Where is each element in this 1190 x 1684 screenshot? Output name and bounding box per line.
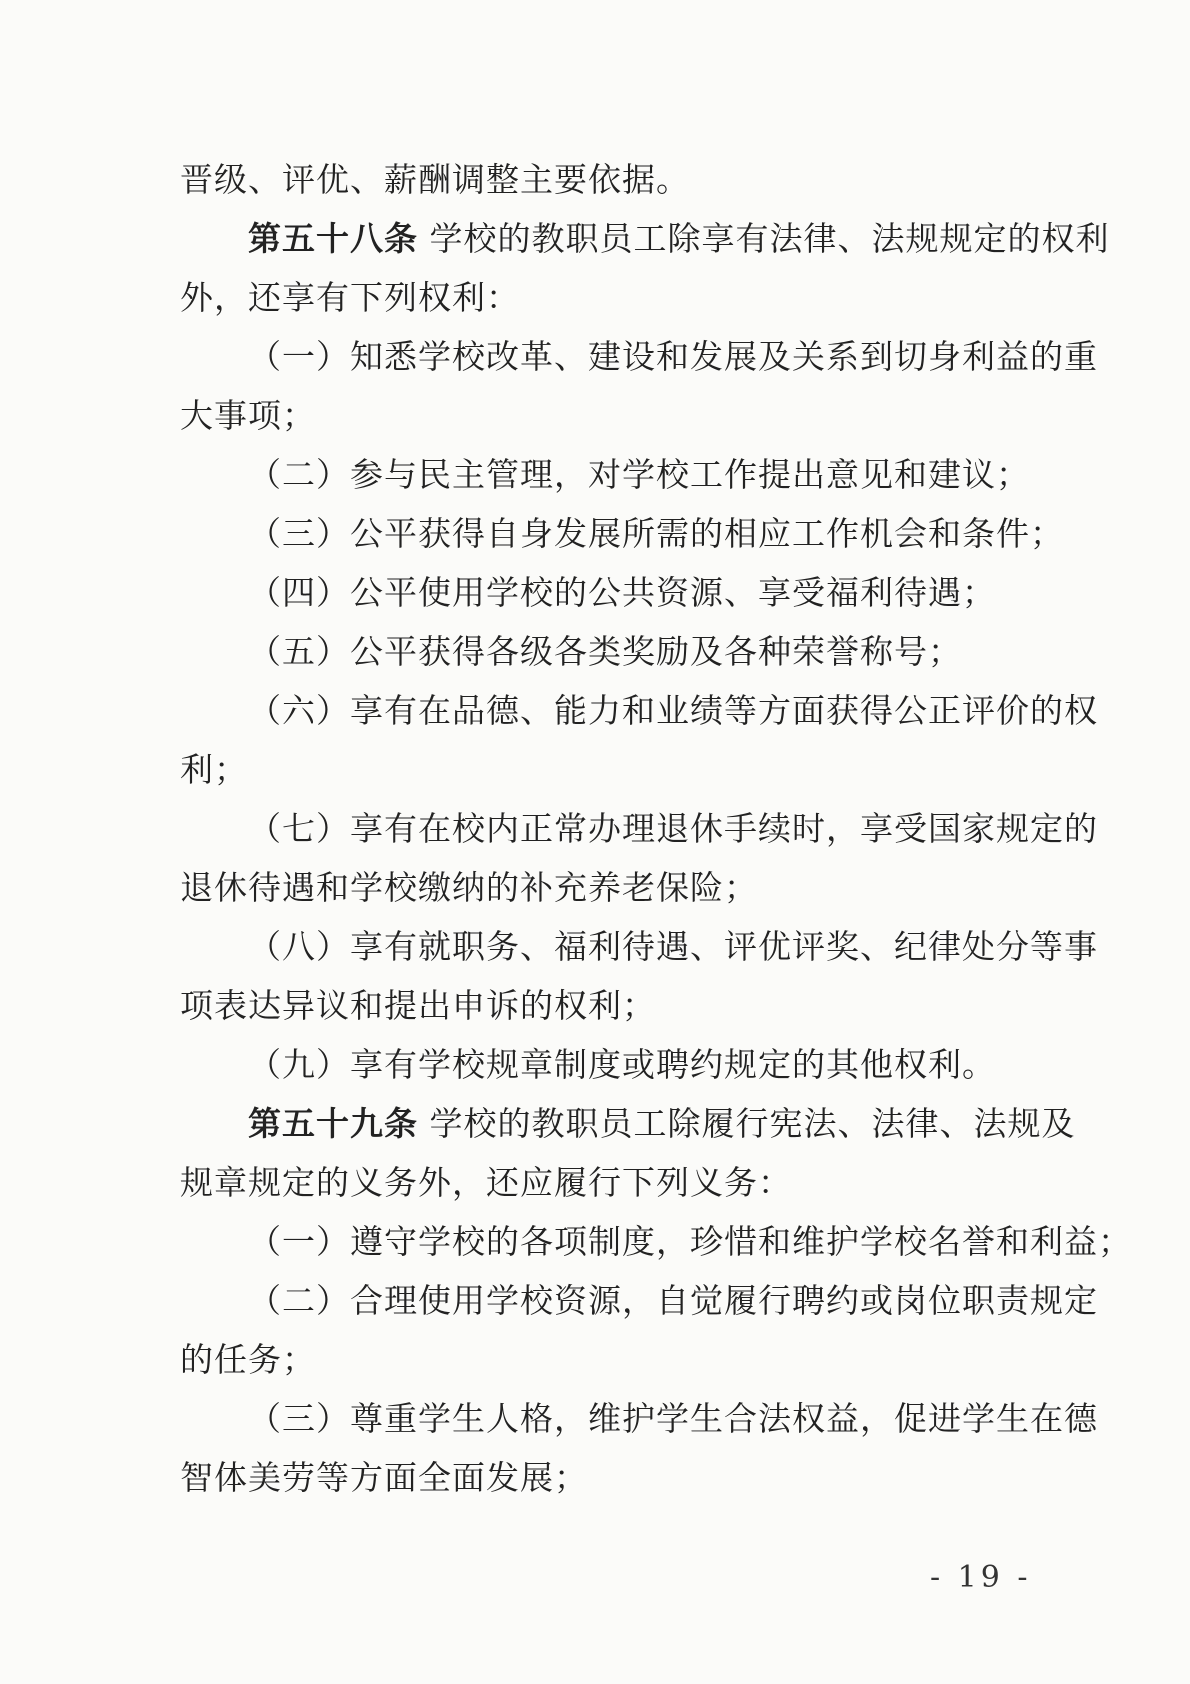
- document-body: [180, 150, 1132, 1507]
- article-number: 第五十八条: [248, 219, 418, 258]
- paragraph-first-line: [180, 1212, 1132, 1271]
- paragraph-first-line: [180, 327, 1098, 386]
- paragraph-first-line: [180, 1035, 1010, 1094]
- line-text: （一）遵守学校的各项制度，珍惜和维护学校名誉和利益；: [248, 1222, 1132, 1261]
- line-text: 智体美劳等方面全面发展；: [180, 1458, 588, 1497]
- line-text: （五）公平获得各级各类奖励及各种荣誉称号；: [248, 632, 962, 671]
- paragraph-first-line: [180, 1094, 1076, 1153]
- paragraph-continuation-line: [180, 268, 1010, 327]
- paragraph-continuation-line: [180, 386, 1010, 445]
- paragraph-first-line: [180, 504, 1064, 563]
- paragraph-continuation-line: [180, 740, 1010, 799]
- line-text: 大事项；: [180, 396, 316, 435]
- paragraph-continuation-line: [180, 976, 1010, 1035]
- paragraph-first-line: [180, 1389, 1098, 1448]
- article-number: 第五十九条: [248, 1104, 418, 1143]
- paragraph-first-line: [180, 1271, 1098, 1330]
- line-text: 的任务；: [180, 1340, 316, 1379]
- line-text: （一）知悉学校改革、建设和发展及关系到切身利益的重: [248, 337, 1098, 376]
- line-text: （四）公平使用学校的公共资源、享受福利待遇；: [248, 573, 996, 612]
- paragraph-first-line: [180, 209, 1110, 268]
- line-text: （三）公平获得自身发展所需的相应工作机会和条件；: [248, 514, 1064, 553]
- paragraph-first-line: [180, 563, 1010, 622]
- line-text: 项表达异议和提出申诉的权利；: [180, 986, 656, 1025]
- paragraph-continuation-line: [180, 1330, 1010, 1389]
- page-number: - 19 -: [930, 1560, 1032, 1595]
- line-text: （二）参与民主管理，对学校工作提出意见和建议；: [248, 455, 1030, 494]
- line-text: 规章规定的义务外，还应履行下列义务：: [180, 1163, 792, 1202]
- line-text: 晋级、评优、薪酬调整主要依据。: [180, 160, 690, 199]
- line-text: （六）享有在品德、能力和业绩等方面获得公正评价的权: [248, 691, 1098, 730]
- line-text: （七）享有在校内正常办理退休手续时，享受国家规定的: [248, 809, 1098, 848]
- paragraph-continuation-line: [180, 1153, 1010, 1212]
- line-text: （三）尊重学生人格，维护学生合法权益，促进学生在德: [248, 1399, 1098, 1438]
- line-text: 外，还享有下列权利：: [180, 278, 520, 317]
- line-text: 学校的教职员工除履行宪法、法律、法规及: [429, 1104, 1076, 1143]
- paragraph-first-line: [180, 681, 1098, 740]
- line-text: （九）享有学校规章制度或聘约规定的其他权利。: [248, 1045, 996, 1084]
- paragraph-continuation-line: [180, 858, 1010, 917]
- paragraph-first-line: [180, 622, 1010, 681]
- paragraph-first-line: [180, 150, 1010, 209]
- line-text: 利；: [180, 750, 248, 789]
- line-text: 退休待遇和学校缴纳的补充养老保险；: [180, 868, 758, 907]
- paragraph-continuation-line: [180, 1448, 1010, 1507]
- line-text: （二）合理使用学校资源，自觉履行聘约或岗位职责规定: [248, 1281, 1098, 1320]
- line-text: 学校的教职员工除享有法律、法规规定的权利: [429, 219, 1110, 258]
- paragraph-first-line: [180, 799, 1098, 858]
- paragraph-first-line: [180, 917, 1098, 976]
- line-text: （八）享有就职务、福利待遇、评优评奖、纪律处分等事: [248, 927, 1098, 966]
- paragraph-first-line: [180, 445, 1030, 504]
